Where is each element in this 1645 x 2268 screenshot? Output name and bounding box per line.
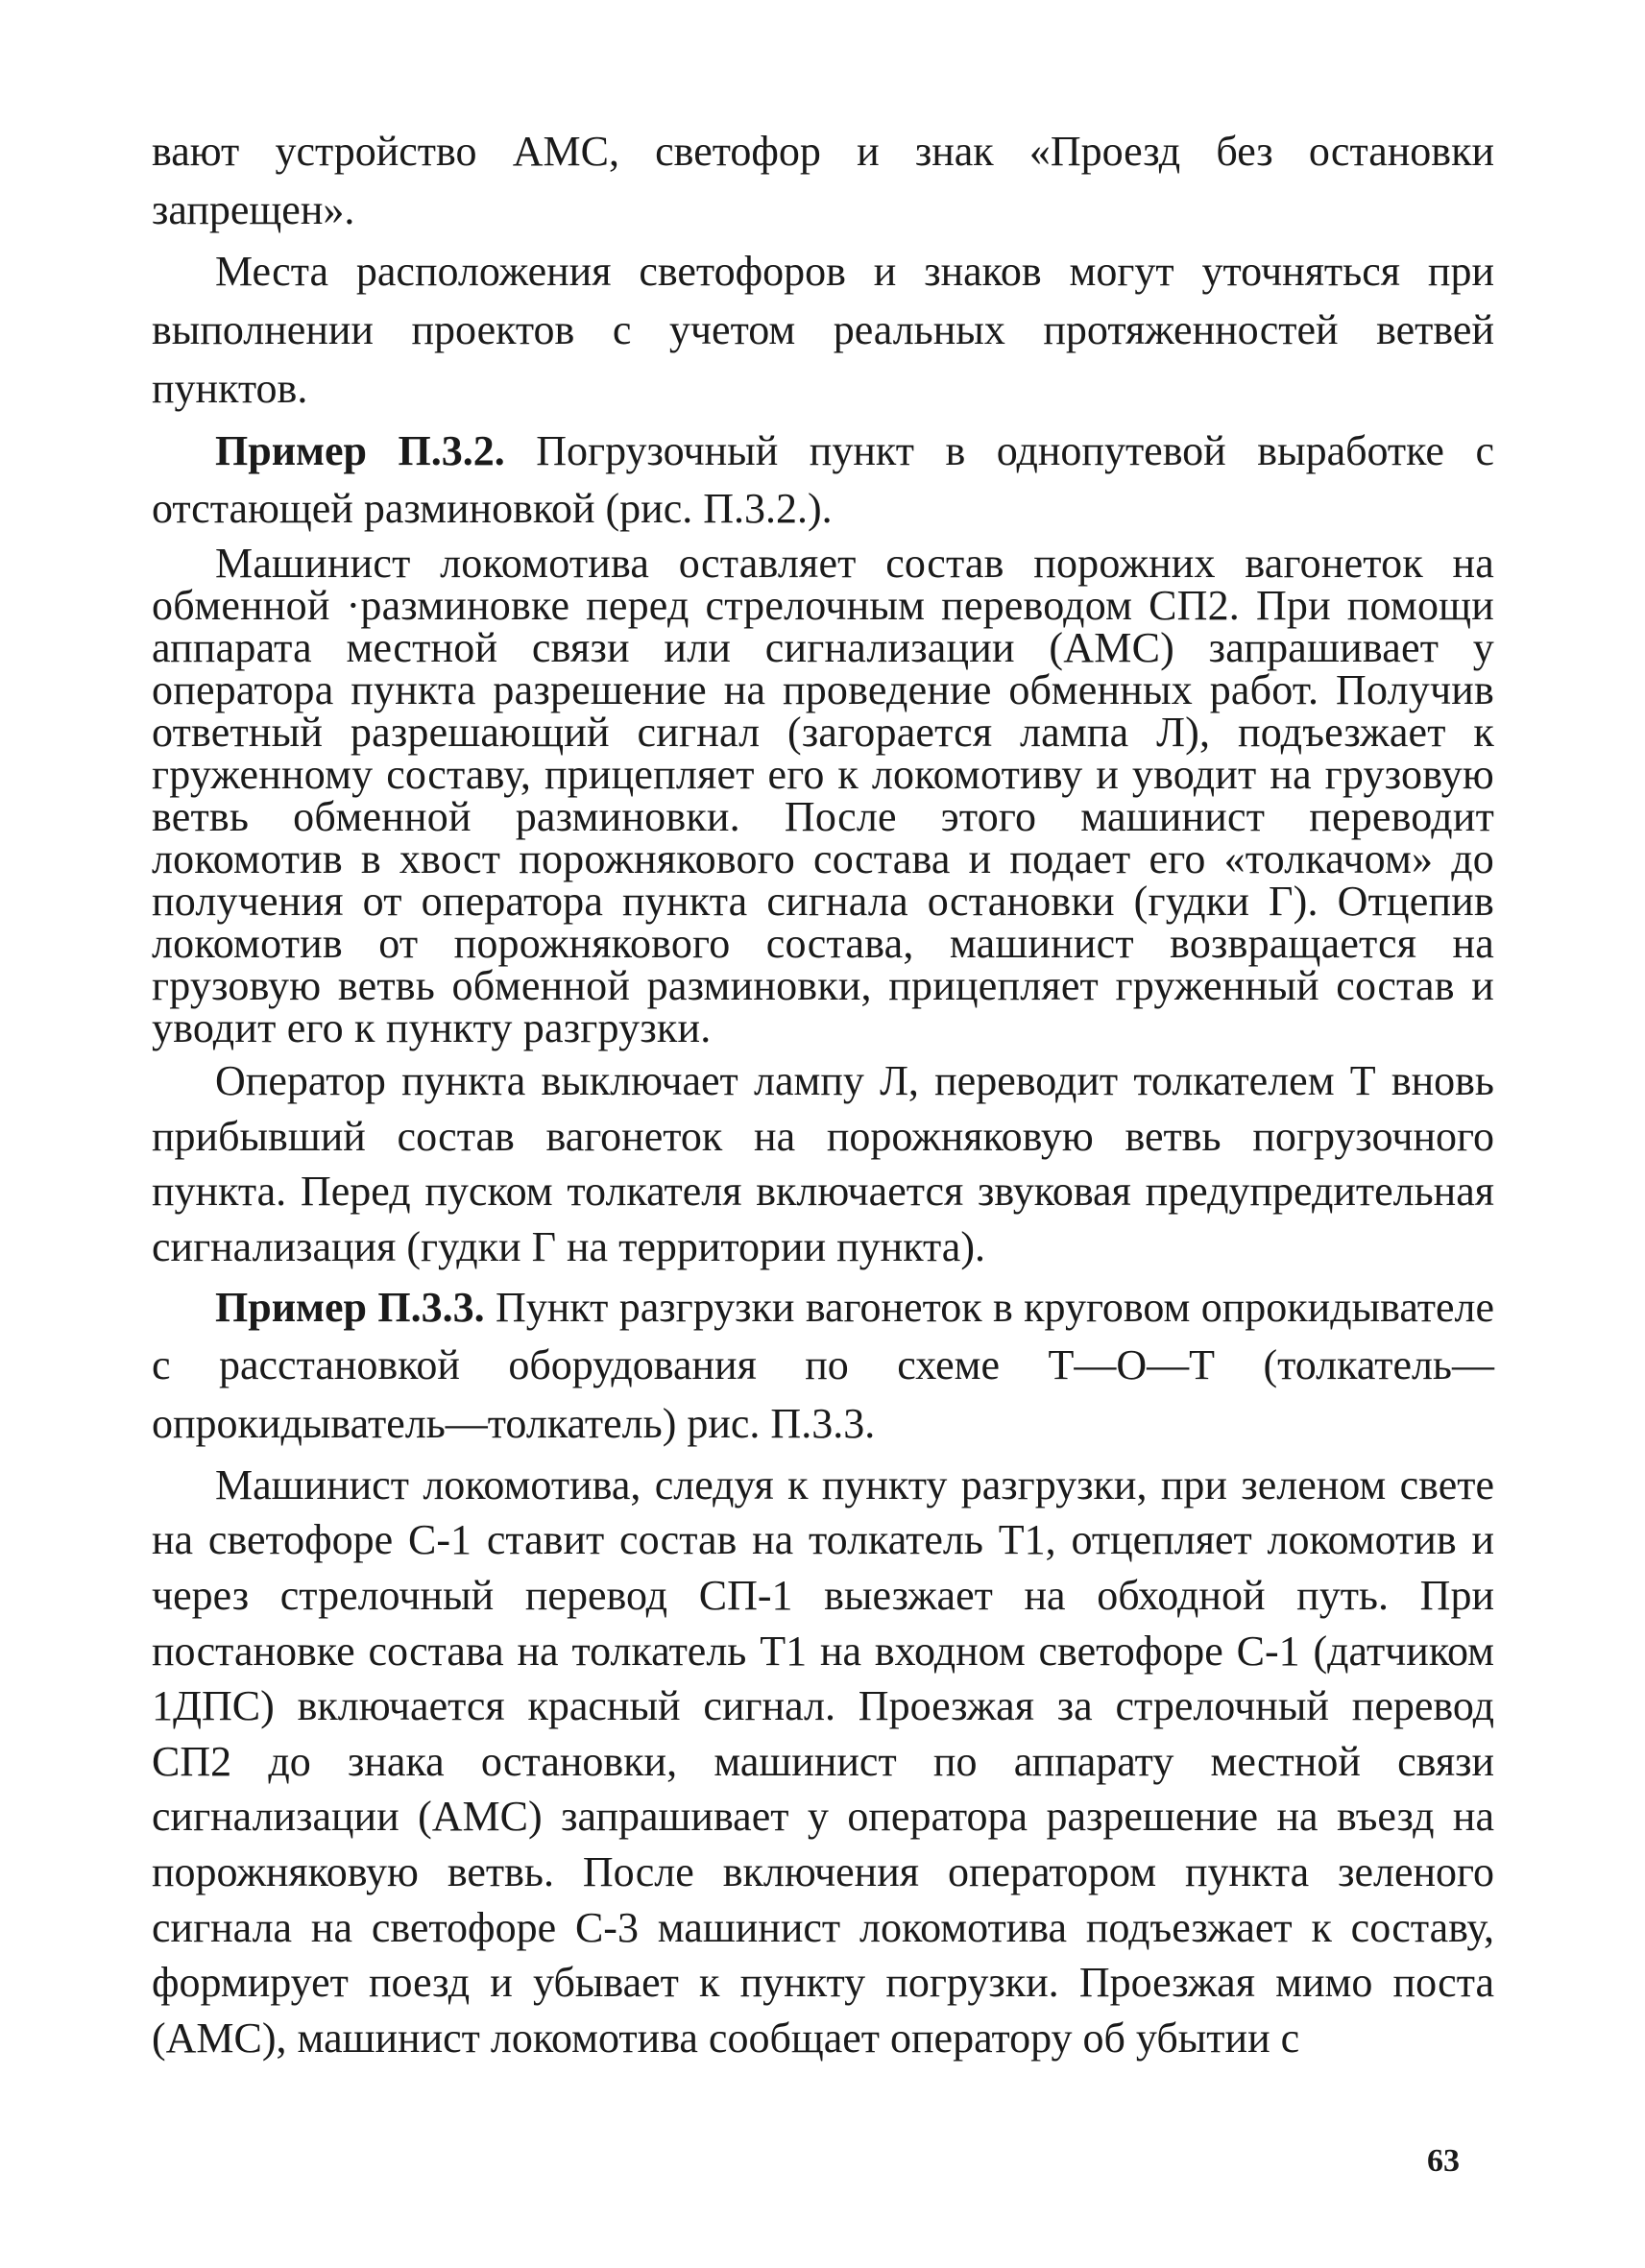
example-heading-3-3: Пример П.3.3.	[215, 1283, 485, 1331]
paragraph-example-3-2	[152, 422, 1494, 539]
paragraph-example-3-3	[152, 1279, 1494, 1454]
paragraph-unloading-procedure: Машинист локомотива, следуя к пункту разгрузки, при зеленом свете на светофоре С-1 ставит состав на толкатель Т1, отцепляет локомотив и через стрелочный перевод СП-1 выезжает на обходной путь. При постановке состава на толкатель Т1 на входном светофоре С-1 (датчиком 1ДПС) включается красный сигнал. Проезжая за стрелочный перевод СП2 до знака остановки, машинист по аппарату местной связи сигнализации (АМС) запрашивает у оператора разрешение на въезд на порожняковую ветвь. После включения оператором пункта зеленого сигнала на светофоре С-3 машинист локомотива подъезжает к составу, формирует поезд и убывает к пункту погрузки. Проезжая мимо поста (АМС), машинист локомотива сообщает оператору об убытии с	[152, 1460, 1494, 2062]
paragraph-ams-intro: вают устройство АМС, светофор и знак «Проезд без остановки запрещен».	[152, 128, 1494, 233]
example-title-3-2: Погрузочный пункт в однопутевой выработке с отстающей разминовкой (рис. П.3.2.).	[152, 426, 1494, 533]
paragraph-operator-procedure: Оператор пункта выключает лампу Л, переводит толкателем Т вновь прибывший состав вагонеток на порожняковую ветвь погрузочного пункта. Перед пуском толкателя включается звуковая предупредительная сигнализация (гудки Г на территории пункта).	[152, 1057, 1494, 1270]
page-number: 63	[1427, 2143, 1460, 2179]
paragraph-loading-procedure: Машинист локомотива оставляет состав порожних вагонеток на обменной ·разминовке перед стрелочным переводом СП2. При помощи аппарата местной связи или сигнализации (АМС) запрашивает у оператора пункта разрешение на проведение обменных работ. Получив ответный разрешающий сигнал (загорается лампа Л), подъезжает к груженному составу, прицепляет его к локомотиву и уводит на грузовую ветвь обменной разминовки. После этого машинист переводит локомотив в хвост порожнякового состава и подает его «толкачом» до получения от оператора пункта сигнала остановки (гудки Г). Отцепив локомотив от порожнякового состава, машинист возвращается на грузовую ветвь обменной разминовки, прицепляет груженный состав и уводит его к пункту разгрузки.	[152, 540, 1494, 1052]
paragraph-signal-locations: Места расположения светофоров и знаков могут уточняться при выполнении проектов с учетом реальных протяженностей ветвей пунктов.	[152, 248, 1494, 412]
example-heading-3-2: Пример П.3.2.	[215, 426, 505, 474]
example-title-3-3: Пункт разгрузки вагонеток в круговом опрокидывателе с расстановкой оборудования по схеме Т—О—Т (толкатель—опрокидыватель—толкатель) рис. П.3.3.	[152, 1283, 1495, 1447]
page-body	[152, 123, 1494, 2066]
